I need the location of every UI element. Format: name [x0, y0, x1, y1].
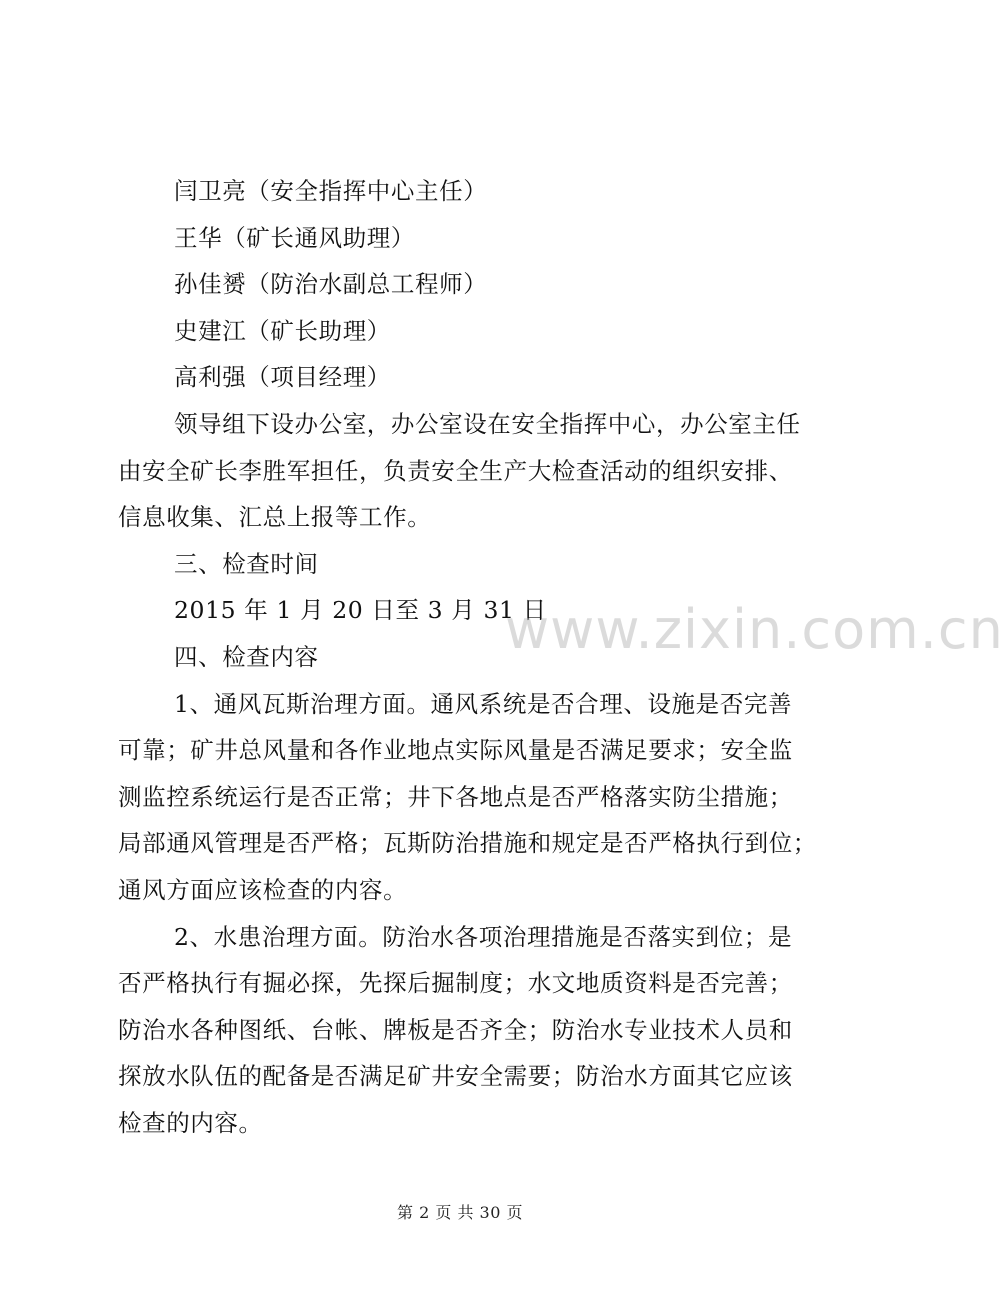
- document-body: [118, 168, 828, 1146]
- member-line-5: 高利强（项目经理）: [174, 363, 391, 392]
- section-3-heading: 三、检查时间: [174, 549, 319, 578]
- item-1-line-3: 测监控系统运行是否正常；井下各地点是否严格落实防尘措施；: [118, 782, 793, 811]
- item-2-line-5: 检查的内容。: [118, 1108, 263, 1137]
- member-line-1: 闫卫亮（安全指挥中心主任）: [174, 177, 488, 205]
- watermark: www.zixin.com.cn: [505, 598, 1004, 661]
- member-line-3: 孙佳赟（防治水副总工程师）: [174, 270, 488, 299]
- item-1-line-2: 可靠；矿井总风量和各作业地点实际风量是否满足要求；安全监: [118, 736, 793, 765]
- page-footer: 第 2 页 共 30 页: [397, 1203, 523, 1222]
- item-2-line-3: 防治水各种图纸、台帐、牌板是否齐全；防治水专业技术人员和: [118, 1015, 793, 1044]
- item-2-line-4: 探放水队伍的配备是否满足矿井安全需要；防治水方面其它应该: [118, 1062, 793, 1091]
- section-3-date: 2015 年 1 月 20 日至 3 月 31 日: [174, 596, 547, 625]
- member-line-4: 史建江（矿长助理）: [174, 316, 391, 345]
- office-paragraph-line-1: 领导组下设办公室，办公室设在安全指挥中心，办公室主任: [174, 409, 801, 438]
- office-paragraph-line-2: 由安全矿长李胜军担任，负责安全生产大检查活动的组织安排、: [118, 456, 793, 485]
- section-4-heading: 四、检查内容: [174, 642, 319, 671]
- member-line-2: 王华（矿长通风助理）: [174, 223, 415, 252]
- item-1-line-1: 1、通风瓦斯治理方面。通风系统是否合理、设施是否完善: [174, 689, 793, 718]
- item-2-line-1: 2、水患治理方面。防治水各项治理措施是否落实到位；是: [174, 922, 793, 951]
- item-1-line-4: 局部通风管理是否严格；瓦斯防治措施和规定是否严格执行到位；: [118, 829, 817, 858]
- item-1-line-5: 通风方面应该检查的内容。: [118, 875, 408, 904]
- item-2-line-2: 否严格执行有掘必探，先探后掘制度；水文地质资料是否完善；: [118, 969, 793, 998]
- office-paragraph-line-3: 信息收集、汇总上报等工作。: [118, 503, 432, 532]
